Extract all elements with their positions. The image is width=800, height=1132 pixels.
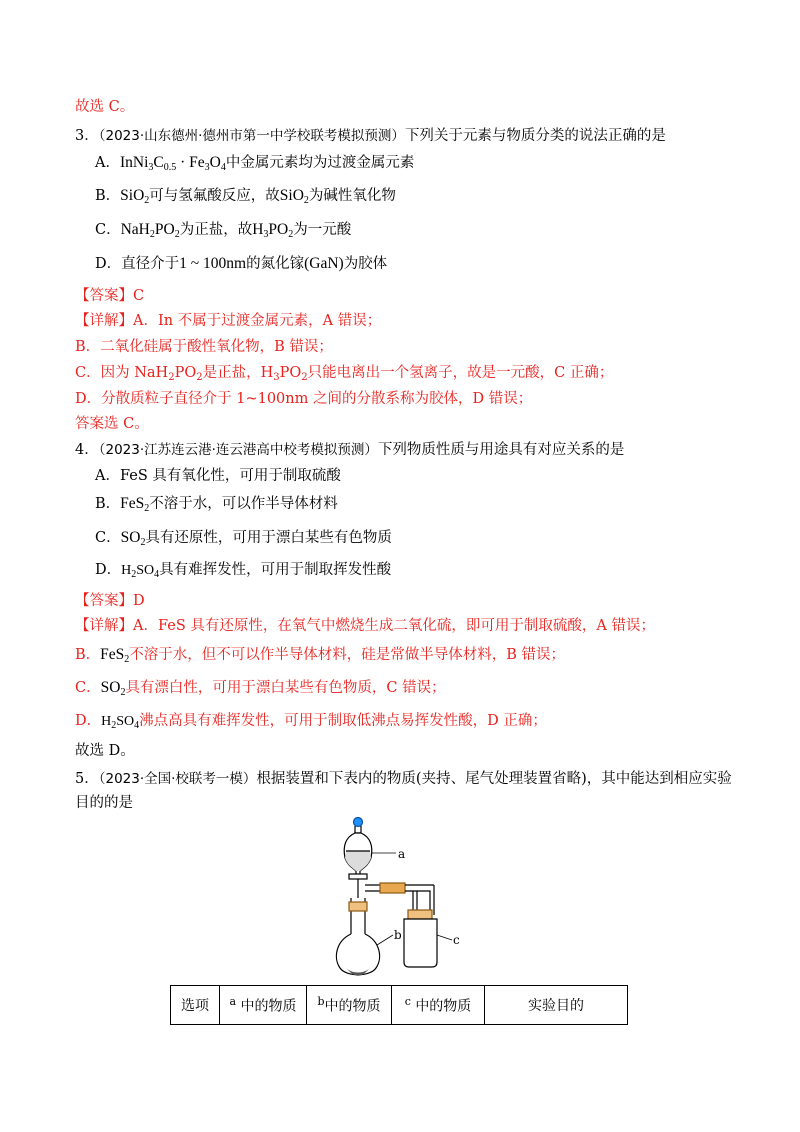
experiment-table: [170, 985, 628, 1025]
table-header-row: [171, 986, 628, 1025]
label-b: b: [394, 928, 402, 942]
q4-explanation-a: 【详解】A．FeS 具有还原性，在氧气中燃烧生成二氧化硫，即可用于制取硫酸，A 错误；: [75, 618, 655, 634]
question-number: 4．: [75, 442, 99, 458]
q4-explanation-b: B．FeS$_2$不溶于水，但不可以作半导体材料，硅是常做半导体材料，B 错误；: [75, 646, 566, 665]
q3-explanation-b: B．二氧化硅属于酸性氧化物，B 错误；: [75, 339, 333, 355]
question-text: 下列关于元素与物质分类的说法正确的是: [404, 128, 666, 144]
header-purpose: 实验目的: [485, 986, 628, 1025]
q3-conclusion: 答案选 C。: [75, 416, 149, 432]
label-c-pointer: [437, 935, 452, 940]
q3-explanation-a: 【详解】A．In 不属于过渡金属元素，A 错误；: [75, 313, 382, 329]
q4-answer: 【答案】D: [75, 593, 145, 609]
question-source: （2023·山东德州·德州市第一中学校联考模拟预测）: [98, 128, 405, 144]
question-number: 5．: [75, 771, 99, 787]
question-source: （2023·全国·校联考一模）: [98, 771, 257, 787]
q4-stem: [75, 440, 624, 460]
q4-explanation-d: D．$H_2SO_4$沸点高具有难挥发性，可用于制取低沸点易挥发性酸，D 正确；: [75, 713, 547, 731]
header-c-substance: $^c$ 中的物质: [392, 986, 485, 1025]
funnel-liquid: [345, 851, 371, 871]
header-option: 选项: [171, 986, 220, 1025]
q4-conclusion: 故选 D。: [75, 743, 135, 759]
funnel-body: [344, 833, 372, 875]
stopcock: [349, 874, 367, 879]
q5-stem-continued: 目的的是: [75, 795, 133, 811]
q4-explanation-c: C．$SO_2$具有漂白性，可用于漂白某些有色物质，C 错误；: [75, 679, 446, 698]
label-b-pointer: [377, 935, 393, 945]
label-a: a: [398, 847, 406, 861]
question-text: 下列物质性质与用途具有对应关系的是: [377, 442, 625, 458]
q3-stem: [75, 126, 666, 146]
q3-answer: 【答案】C: [75, 288, 145, 304]
q4-option-d: D．$H_2SO_4$具有难挥发性，可用于制取挥发性酸: [95, 562, 392, 580]
q4-option-a: A．FeS 具有氧化性，可用于制取硫酸: [95, 468, 341, 484]
bottle-stopper: [408, 910, 432, 919]
flask-stopper: [349, 902, 367, 911]
q2-conclusion: 故选 C。: [75, 99, 135, 115]
q5-stem: [75, 769, 732, 789]
q3-option-d: D．直径介于1 ~ 100nm的氮化镓(GaN)为胶体: [95, 255, 388, 272]
question-number: 3．: [75, 128, 99, 144]
funnel-stopper: [354, 818, 363, 827]
flask-solid: [346, 968, 370, 976]
q4-option-c: C．$SO_2$具有还原性，可用于漂白某些有色物质: [95, 529, 392, 548]
header-b-substance: $^b$中的物质: [307, 986, 392, 1025]
tube-c-inlet: [413, 891, 417, 925]
gas-washing-bottle: [404, 919, 437, 967]
q3-option-c: C．$NaH_2PO_2$为正盐，故$H_3PO_2$为一元酸: [95, 221, 352, 240]
q3-option-a: A．$InNi_3C_{0.5} \cdot Fe_3O_4$中金属元素均为过渡金属元素: [95, 154, 415, 173]
round-bottom-flask: [336, 934, 379, 975]
question-source: （2023·江苏连云港·连云港高中校考模拟预测）: [98, 442, 378, 458]
header-a-substance: $^a$ 中的物质: [220, 986, 307, 1025]
q3-explanation-c: C．因为 $NaH_2PO_2$是正盐，$H_3PO_2$只能电离出一个氢离子，故是一元酸，C 正确；: [75, 365, 614, 383]
q3-option-b: B．SiO$_2$可与氢氟酸反应，故SiO$_2$为碱性氧化物: [95, 187, 396, 206]
rubber-tube: [380, 883, 405, 893]
tube-left: [365, 885, 380, 891]
q3-explanation-d: D．分散质粒子直径介于 1~100nm 之间的分散系称为胶体，D 错误；: [75, 391, 533, 407]
question-text: 根据装置和下表内的物质(夹持、尾气处理装置省略)，其中能达到相应实验: [256, 771, 732, 787]
q4-option-b: B．FeS$_2$不溶于水，可以作半导体材料: [95, 495, 338, 514]
label-c: c: [453, 933, 460, 947]
funnel-neck: [355, 826, 361, 833]
tube-right: [405, 885, 434, 915]
